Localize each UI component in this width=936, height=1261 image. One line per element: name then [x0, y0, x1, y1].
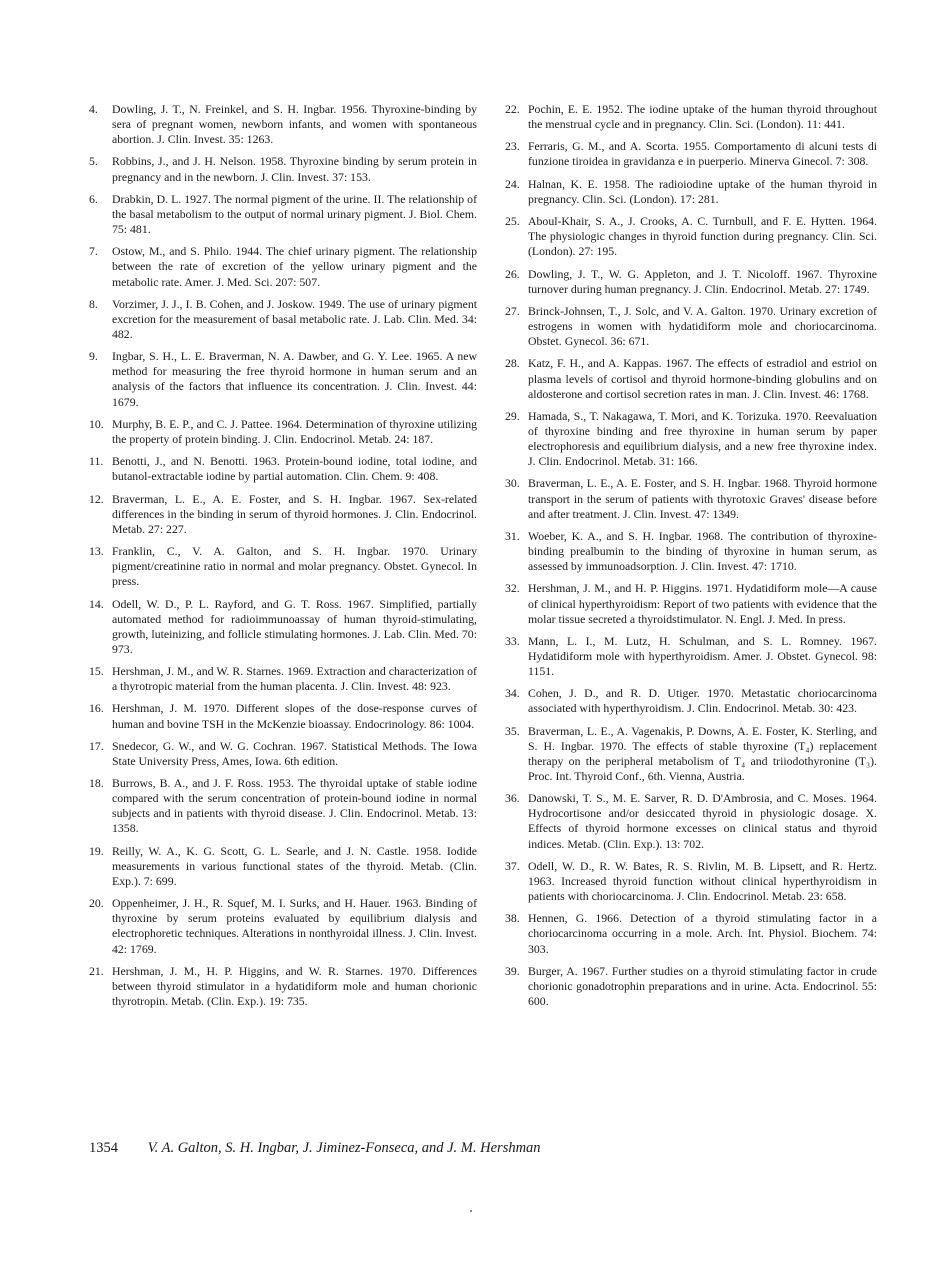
- reference-text: Braverman, L. E., A. E. Foster, and S. H. Ingbar. 1968. Thyroid hormone transport in the serum of patients with thyrotoxic Graves' disease before and after treatment. J. Clin. Invest. 47: 1349.: [528, 476, 877, 521]
- reference-number: 31.: [505, 528, 520, 543]
- running-authors: V. A. Galton, S. H. Ingbar, J. Jiminez-Fonseca, and J. M. Hershman: [147, 1140, 541, 1156]
- reference-number: 30.: [505, 476, 520, 491]
- reference-entry: [89, 597, 477, 657]
- reference-text: Cohen, J. D., and R. D. Utiger. 1970. Metastatic choriocarcinoma associated with hyperthyroidism. J. Clin. Endocrinol. Metab. 30: 423.: [528, 686, 877, 716]
- reference-number: 9.: [89, 349, 98, 364]
- reference-text: Hershman, J. M., and W. R. Starnes. 1969. Extraction and characterization of a thyrotropic material from the human placenta. J. Clin. Invest. 48: 923.: [112, 664, 477, 694]
- reference-text: Benotti, J., and N. Benotti. 1963. Protein-bound iodine, total iodine, and butanol-extractable iodine by partial automation. Clin. Chem. 9: 408.: [112, 454, 477, 484]
- reference-number: 33.: [505, 633, 520, 648]
- reference-text: Drabkin, D. L. 1927. The normal pigment of the urine. II. The relationship of the basal metabolism to the output of normal urinary pigment. J. Biol. Chem. 75: 481.: [112, 191, 477, 237]
- reference-entry: [89, 297, 477, 342]
- reference-number: 39.: [505, 963, 520, 978]
- reference-text: Burger, A. 1967. Further studies on a thyroid stimulating factor in crude chorionic gonadotrophin preparations and in urine. Acta. Endocrinol. 55: 600.: [528, 963, 877, 1008]
- reference-entry: [89, 701, 477, 731]
- reference-entry: [89, 454, 477, 484]
- reference-entry: [89, 417, 477, 447]
- reference-text: Ostow, M., and S. Philo. 1944. The chief urinary pigment. The relationship between the rate of excretion of the yellow urinary pigment and the metabolic rate. Amer. J. Med. Sci. 207: 507.: [112, 244, 477, 289]
- reference-entry: [505, 102, 877, 132]
- references-column-left: [89, 102, 477, 1016]
- page-footer: [89, 1139, 889, 1157]
- reference-text: Hamada, S., T. Nakagawa, T. Mori, and K. Torizuka. 1970. Reevaluation of thyroxine binding and free thyroxine in human serum by paper electrophoresis and equilibrium dialysis, and a new free thyroxine index. J. Clin. Endocrinol. Metab. 31: 166.: [528, 408, 877, 469]
- reference-text: Odell, W. D., R. W. Bates, R. S. Rivlin, M. B. Lipsett, and R. Hertz. 1963. Increased thyroid function without clinical hyperthyroidism in patients with choriocarcinoma. J. Clin. Endocrinol. Metab. 23: 658.: [528, 858, 877, 904]
- reference-number: 12.: [89, 491, 104, 506]
- reference-entry: [89, 664, 477, 694]
- reference-text: Braverman, L. E., A. E. Foster, and S. H. Ingbar. 1967. Sex-related differences in the binding in serum of thyroid hormones. J. Clin. Endocrinol. Metab. 27: 227.: [112, 491, 477, 536]
- reference-number: 36.: [505, 791, 520, 806]
- reference-entry: [505, 409, 877, 469]
- reference-number: 26.: [505, 266, 520, 281]
- reference-text: Braverman, L. E., A. Vagenakis, P. Downs, A. E. Foster, K. Sterling, and S. H. Ingbar. 1970. The effects of stable thyroxine (T₄) replacement therapy on the peripheral metabolism of T₄ and triiodothyronine (T₃). Proc. Int. Thyroid Conf., 6th. Vienna, Austria.: [528, 723, 877, 783]
- reference-entry: [89, 739, 477, 769]
- reference-number: 35.: [505, 723, 520, 738]
- reference-text: Robbins, J., and J. H. Nelson. 1958. Thyroxine binding by serum protein in pregnancy and in the newborn. J. Clin. Invest. 37: 153.: [112, 154, 477, 184]
- reference-entry: [505, 581, 877, 626]
- reference-text: Hershman, J. M. 1970. Different slopes of the dose-response curves of human and bovine TSH in the McKenzie bioassay. Endocrinology. 86: 1004.: [112, 701, 477, 731]
- reference-text: Franklin, C., V. A. Galton, and S. H. Ingbar. 1970. Urinary pigment/creatinine ratio in normal and molar pregnancy. Obstet. Gynecol. In press.: [112, 544, 477, 589]
- reference-text: Brinck-Johnsen, T., J. Solc, and V. A. Galton. 1970. Urinary excretion of estrogens in women with hydatidiform mole and choriocarcinoma. Obstet. Gynecol. 36: 671.: [528, 303, 877, 349]
- reference-text: Halnan, K. E. 1958. The radioiodine uptake of the human thyroid in pregnancy. Clin. Sci. (London). 17: 281.: [528, 176, 877, 206]
- reference-entry: [505, 911, 877, 956]
- reference-entry: [89, 192, 477, 237]
- reference-number: 11.: [89, 454, 104, 469]
- reference-text: Aboul-Khair, S. A., J. Crooks, A. C. Turnbull, and F. E. Hytten. 1964. The physiologic changes in thyroid function during pregnancy. Clin. Sci. (London). 27: 195.: [528, 214, 877, 259]
- reference-entry: [505, 356, 877, 401]
- reference-number: 23.: [505, 139, 520, 154]
- reference-number: 24.: [505, 176, 520, 191]
- reference-text: Dowling, J. T., N. Freinkel, and S. H. Ingbar. 1956. Thyroxine-binding by sera of pregnant women, newborn infants, and women with spontaneous abortion. J. Clin. Invest. 35: 1263.: [112, 102, 477, 147]
- reference-entry: [505, 964, 877, 1009]
- reference-number: 37.: [505, 858, 520, 873]
- reference-entry: [89, 844, 477, 889]
- reference-text: Murphy, B. E. P., and C. J. Pattee. 1964. Determination of thyroxine utilizing the property of protein binding. J. Clin. Endocrinol. Metab. 24: 187.: [112, 416, 477, 446]
- reference-entry: [505, 686, 877, 716]
- reference-entry: [505, 634, 877, 679]
- page-number: 1354: [89, 1140, 118, 1156]
- reference-entry: [89, 776, 477, 836]
- reference-entry: [505, 304, 877, 349]
- reference-number: 5.: [89, 154, 98, 169]
- reference-number: 32.: [505, 581, 520, 596]
- reference-entry: [505, 476, 877, 521]
- reference-entry: [505, 791, 877, 851]
- reference-number: 27.: [505, 303, 520, 318]
- reference-number: 38.: [505, 911, 520, 926]
- reference-number: 28.: [505, 356, 520, 371]
- reference-text: Hershman, J. M., H. P. Higgins, and W. R. Starnes. 1970. Differences between thyroid stimulator in a hydatidiform mole and human chorionic thyrotropin. Metab. (Clin. Exp.). 19: 735.: [112, 963, 477, 1008]
- reference-text: Dowling, J. T., W. G. Appleton, and J. T. Nicoloff. 1967. Thyroxine turnover during human pregnancy. J. Clin. Endocrinol. Metab. 27: 1749.: [528, 266, 877, 296]
- reference-entry: [89, 154, 477, 184]
- reference-number: 18.: [89, 776, 104, 791]
- reference-entry: [505, 859, 877, 904]
- reference-entry: [89, 544, 477, 589]
- reference-entry: [505, 177, 877, 207]
- reference-text: Ferraris, G. M., and A. Scorta. 1955. Comportamento di alcuni tests di funzione tiroidea in gravidanza e in puerperio. Minerva Ginecol. 7: 308.: [528, 139, 877, 169]
- reference-entry: [89, 102, 477, 147]
- reference-text: Reilly, W. A., K. G. Scott, G. L. Searle, and J. N. Castle. 1958. Iodide measurements in various functional states of the thyroid. Metab. (Clin. Exp.). 7: 699.: [112, 843, 477, 888]
- reference-number: 13.: [89, 544, 104, 559]
- reference-text: Mann, L. I., M. Lutz, H. Schulman, and S. L. Romney. 1967. Hydatidiform mole with hyperthyroidism. Amer. J. Obstet. Gynecol. 98: 1151.: [528, 633, 877, 679]
- reference-entry: [89, 492, 477, 537]
- reference-number: 16.: [89, 701, 104, 716]
- reference-number: 34.: [505, 686, 520, 701]
- scan-speck: [470, 1210, 472, 1212]
- reference-number: 20.: [89, 896, 104, 911]
- reference-text: Danowski, T. S., M. E. Sarver, R. D. D'Ambrosia, and C. Moses. 1964. Hydrocortisone and/or desiccated thyroid in physiologic dosage. X. Effects of thyroid hormone excesses on clinical status and thyroid indices. Metab. (Clin. Exp.). 13: 702.: [528, 791, 877, 851]
- reference-number: 17.: [89, 738, 104, 753]
- reference-entry: [505, 214, 877, 259]
- reference-number: 10.: [89, 416, 104, 431]
- reference-text: Pochin, E. E. 1952. The iodine uptake of the human thyroid throughout the menstrual cycle and in pregnancy. Clin. Sci. (London). 11: 441.: [528, 102, 877, 132]
- reference-entry: [505, 724, 877, 784]
- references-column-right: [505, 102, 877, 1016]
- reference-entry: [89, 244, 477, 289]
- reference-number: 22.: [505, 102, 520, 116]
- reference-entry: [89, 896, 477, 956]
- reference-number: 14.: [89, 596, 104, 611]
- reference-number: 29.: [505, 408, 520, 423]
- reference-entry: [89, 964, 477, 1009]
- reference-number: 4.: [89, 102, 98, 116]
- reference-number: 6.: [89, 191, 98, 206]
- reference-text: Snedecor, G. W., and W. G. Cochran. 1967. Statistical Methods. The Iowa State University Press, Ames, Iowa. 6th edition.: [112, 738, 477, 768]
- reference-entry: [89, 349, 477, 409]
- reference-text: Burrows, B. A., and J. F. Ross. 1953. The thyroidal uptake of stable iodine compared with the serum concentration of protein-bound iodine in normal subjects and in patients with thyroid disease. J. Clin. Endocrinol. Metab. 13: 1358.: [112, 776, 477, 836]
- reference-entry: [505, 139, 877, 169]
- reference-number: 8.: [89, 296, 98, 311]
- reference-text: Katz, F. H., and A. Kappas. 1967. The effects of estradiol and estriol on plasma levels of cortisol and thyroid hormone-binding globulins and on aldosterone and cortisol secretion rates in man. J. Clin. Invest. 46: 1768.: [528, 356, 877, 401]
- reference-text: Woeber, K. A., and S. H. Ingbar. 1968. The contribution of thyroxine-binding prealbumin to the binding of thyroxine in human serum, as assessed by immunoadsorption. J. Clin. Invest. 47: 1710.: [528, 528, 877, 574]
- reference-entry: [505, 267, 877, 297]
- reference-number: 21.: [89, 963, 104, 978]
- reference-text: Hershman, J. M., and H. P. Higgins. 1971. Hydatidiform mole—A cause of clinical hyperthyroidism: Report of two patients with evidence that the molar tissue secreted a thyroidstimulator. N. Engl. J. Med. In press.: [528, 581, 877, 626]
- reference-number: 25.: [505, 214, 520, 229]
- reference-text: Oppenheimer, J. H., R. Squef, M. I. Surks, and H. Hauer. 1963. Binding of thyroxine by serum proteins evaluated by equilibrium dialysis and electrophoretic techniques. Alterations in nonthyroidal illness. J. Clin. Invest. 42: 1769.: [112, 896, 477, 956]
- reference-number: 19.: [89, 843, 104, 858]
- reference-text: Hennen, G. 1966. Detection of a thyroid stimulating factor in a choriocarcinoma occurring in a mole. Arch. Int. Physiol. Biochem. 74: 303.: [528, 911, 877, 956]
- reference-text: Ingbar, S. H., L. E. Braverman, N. A. Dawber, and G. Y. Lee. 1965. A new method for measuring the free thyroid hormone in human serum and an analysis of the factors that influence its concentration. J. Clin. Invest. 44: 1679.: [112, 349, 477, 409]
- reference-text: Vorzimer, J. J., I. B. Cohen, and J. Joskow. 1949. The use of urinary pigment excretion for the measurement of basal metabolic rate. J. Lab. Clin. Med. 34: 482.: [112, 296, 477, 341]
- reference-number: 7.: [89, 244, 98, 259]
- reference-text: Odell, W. D., P. L. Rayford, and G. T. Ross. 1967. Simplified, partially automated method for radioimmunoassay of human thyroid-stimulating, growth, luteinizing, and follicle stimulating hormones. J. Lab. Clin. Med. 70: 973.: [112, 596, 477, 656]
- reference-entry: [505, 529, 877, 574]
- reference-number: 15.: [89, 664, 104, 679]
